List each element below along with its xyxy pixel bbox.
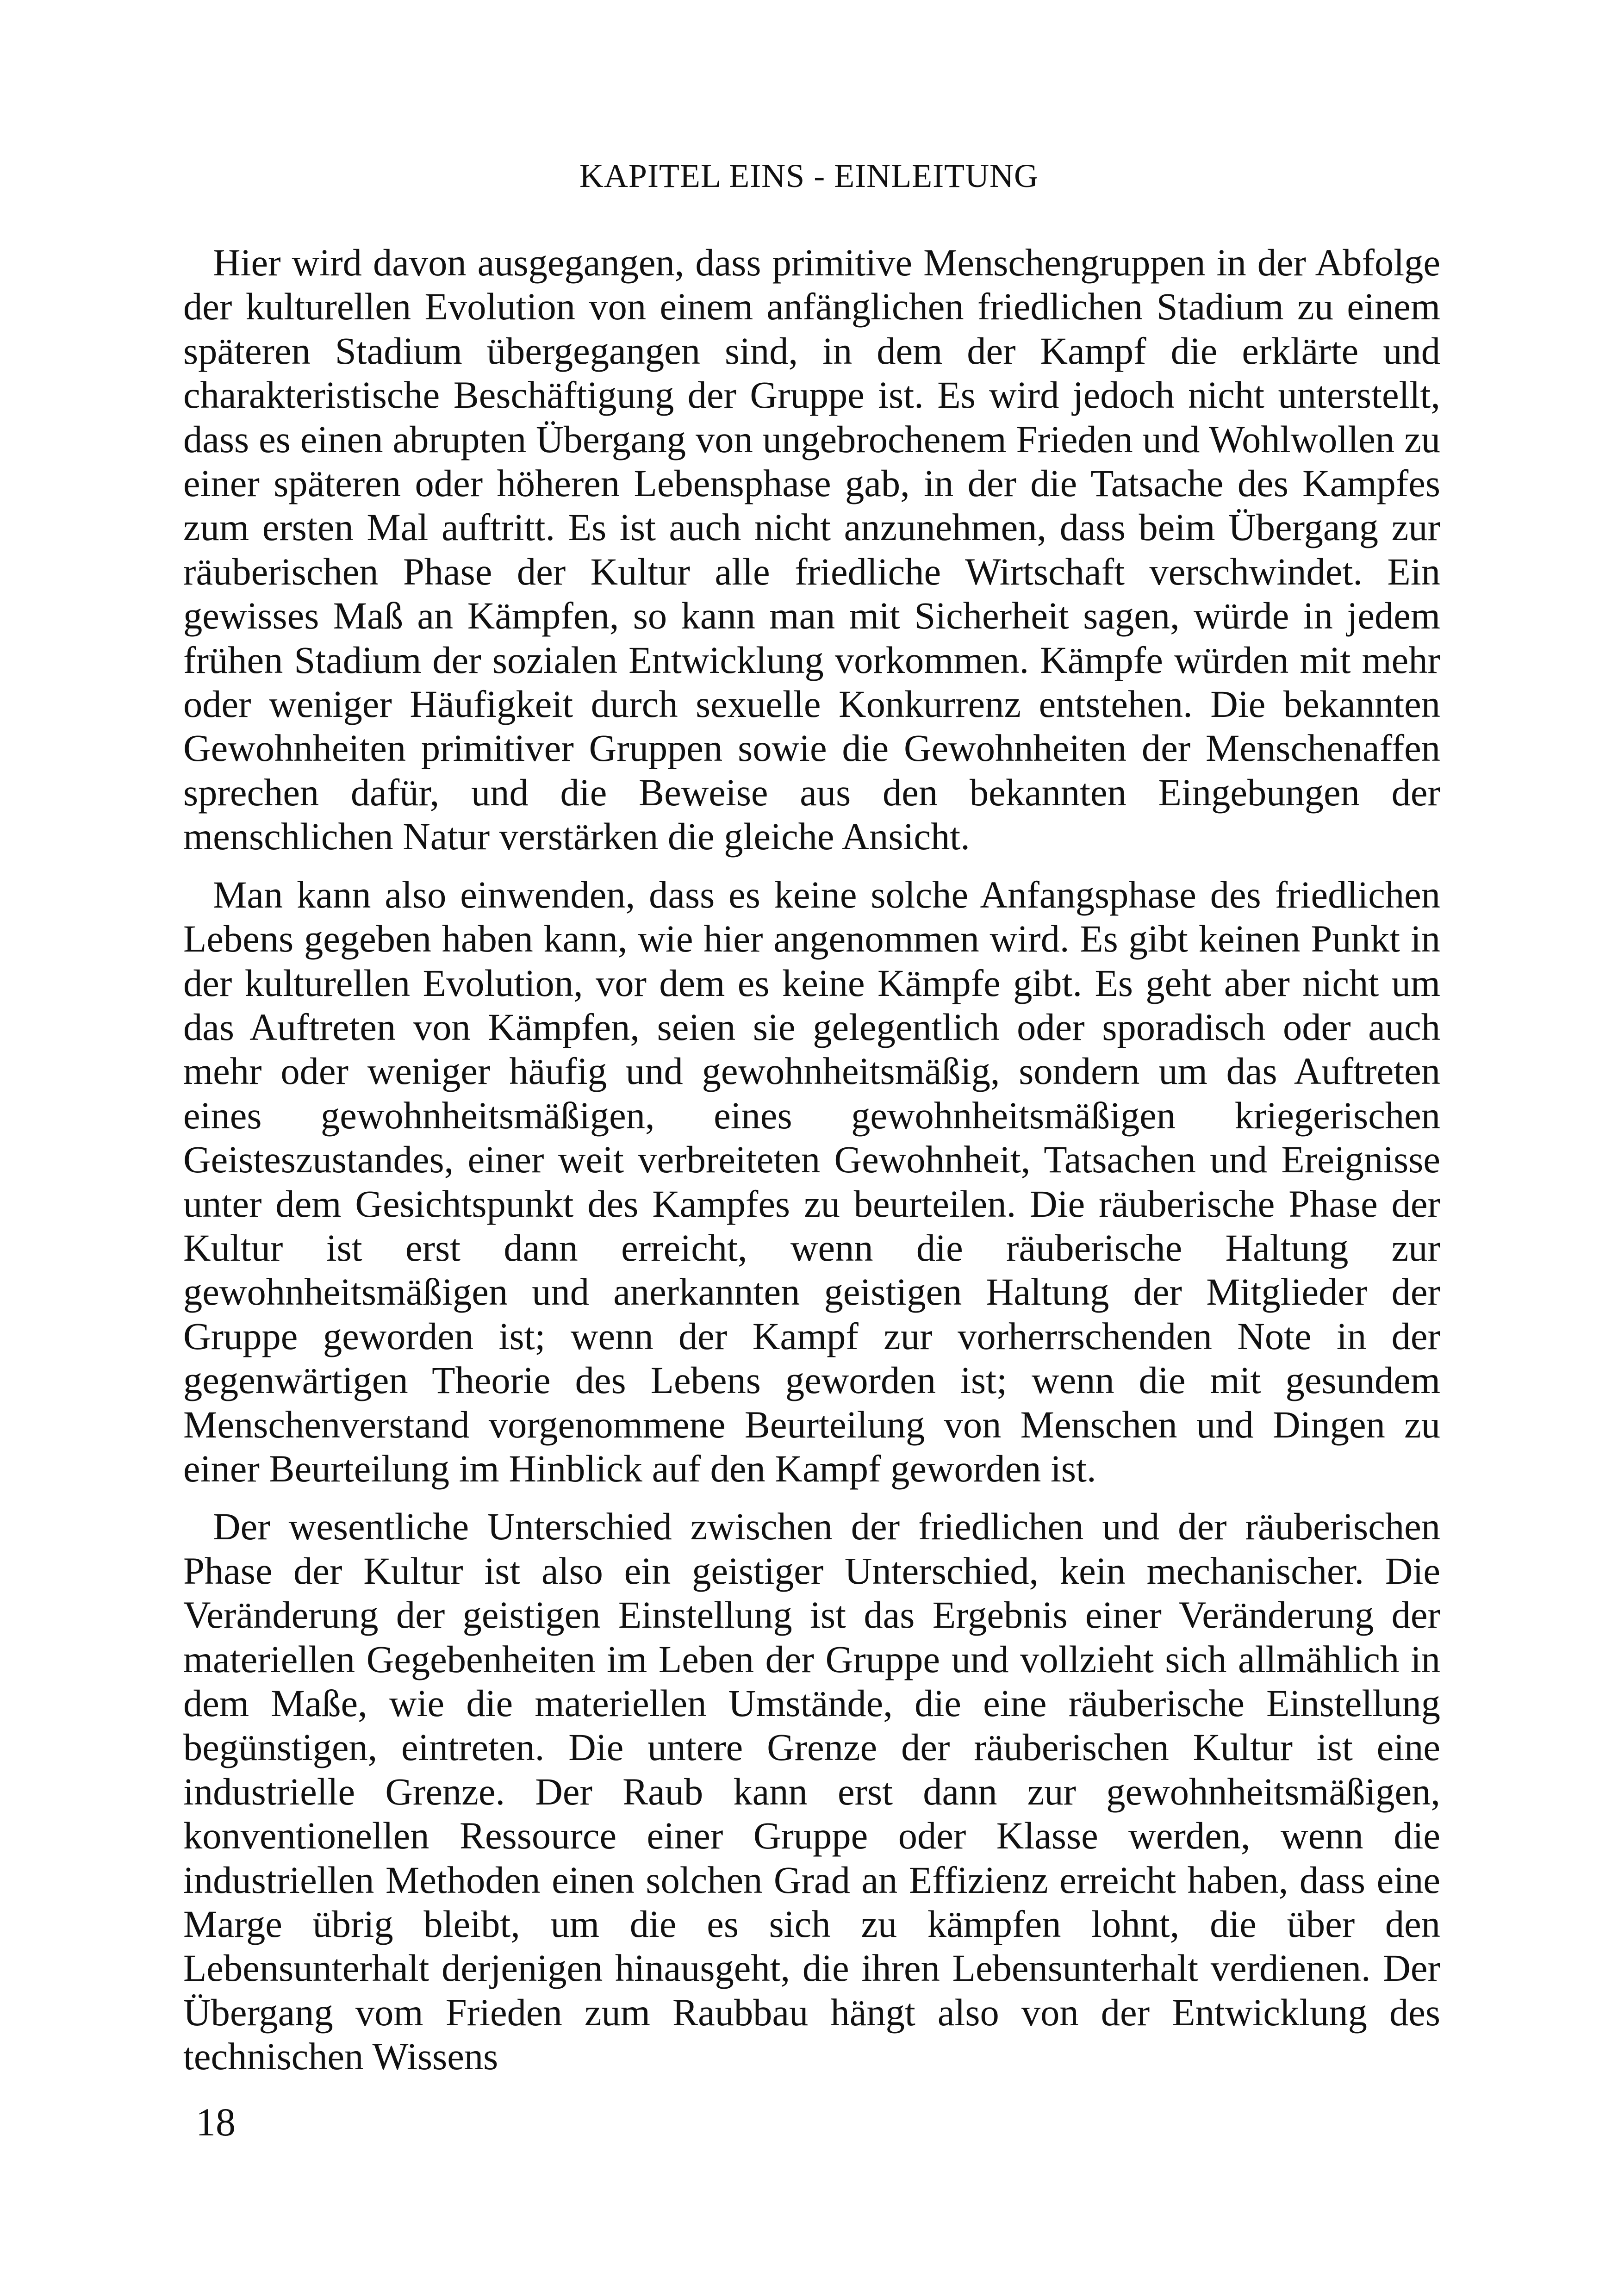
running-head-title: KAPITEL EINS - EINLEITUNG (579, 157, 1039, 194)
paragraph-2: Man kann also einwenden, dass es keine solche Anfangsphase des friedlichen Lebens gegeben haben kann, wie hier angenommen wird. Es gibt keinen Punkt in der kulturellen Evolution, vor dem es keine Kämpfe gibt. Es geht aber nicht um das Auftreten von Kämpfen, seien sie gelegentlich oder sporadisch oder auch mehr oder weniger häufig und gewohnheitsmäßig, sondern um das Auftreten eines gewohnheitsmäßigen, eines gewohnheitsmäßigen kriegerischen Geisteszustandes, einer weit verbreiteten Gewohnheit, Tatsachen und Ereignisse unter dem Gesichtspunkt des Kampfes zu beurteilen. Die räuberische Phase der Kultur ist erst dann erreicht, wenn die räuberische Haltung zur gewohnheitsmäßigen und anerkannten geistigen Haltung der Mitglieder der Gruppe geworden ist; wenn der Kampf zur vorherrschenden Note in der gegenwärtigen Theorie des Lebens geworden ist; wenn die mit gesundem Menschenverstand vorgenommene Beurteilung von Menschen und Dingen zu einer Beurteilung im Hinblick auf den Kampf geworden ist. (183, 873, 1440, 1490)
paragraph-3: Der wesentliche Unterschied zwischen der friedlichen und der räuberischen Phase der Kultur ist also ein geistiger Unterschied, kein mechanischer. Die Veränderung der geistigen Einstellung ist das Ergebnis einer Veränderung der materiellen Gegebenheiten im Leben der Gruppe und vollzieht sich allmählich in dem Maße, wie die materiellen Umstände, die eine räuberische Einstellung begünstigen, eintreten. Die untere Grenze der räuberischen Kultur ist eine industrielle Grenze. Der Raub kann erst dann zur gewohnheitsmäßigen, konventionellen Ressource einer Gruppe oder Klasse werden, wenn die industriellen Methoden einen solchen Grad an Effizienz erreicht haben, dass eine Marge übrig bleibt, um die es sich zu kämpfen lohnt, die über den Lebensunterhalt derjenigen hinausgeht, die ihren Lebensunterhalt verdienen. Der Übergang vom Frieden zum Raubbau hängt also von der Entwicklung des technischen Wissens (183, 1505, 1440, 2078)
paragraph-1: Hier wird davon ausgegangen, dass primitive Menschengruppen in der Abfolge der kulturellen Evolution von einem anfänglichen friedlichen Stadium zu einem späteren Stadium übergegangen sind, in dem der Kampf die erklärte und charakteristische Beschäftigung der Gruppe ist. Es wird jedoch nicht unterstellt, dass es einen abrupten Übergang von ungebrochenem Frieden und Wohlwollen zu einer späteren oder höheren Lebensphase gab, in der die Tatsache des Kampfes zum ersten Mal auftritt. Es ist auch nicht anzunehmen, dass beim Übergang zur räuberischen Phase der Kultur alle friedliche Wirtschaft verschwindet. Ein gewisses Maß an Kämpfen, so kann man mit Sicherheit sagen, würde in jedem frühen Stadium der sozialen Entwicklung vorkommen. Kämpfe würden mit mehr oder weniger Häufigkeit durch sexuelle Konkurrenz entstehen. Die bekannten Gewohnheiten primitiver Gruppen sowie die Gewohnheiten der Menschenaffen sprechen dafür, und die Beweise aus den bekannten Eingebungen der menschlichen Natur verstärken die gleiche Ansicht. (183, 241, 1440, 858)
page-number: 18 (196, 2100, 236, 2144)
body-text (183, 241, 1440, 2093)
